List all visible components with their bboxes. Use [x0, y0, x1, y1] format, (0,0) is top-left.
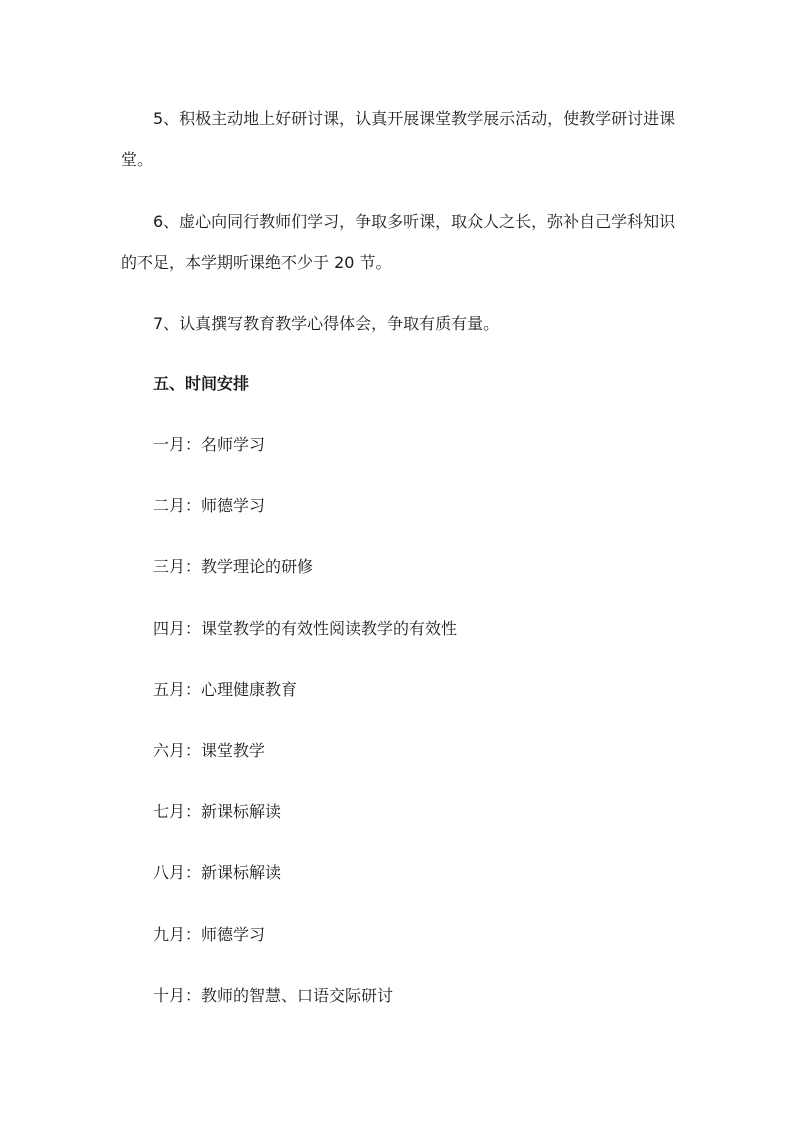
- paragraph-item-5: [121, 98, 681, 180]
- schedule-item-october: 十月：教师的智慧、口语交际研讨: [153, 986, 394, 1005]
- schedule-item-june: 六月：课堂教学: [153, 741, 266, 760]
- paragraph-item-6: [121, 201, 681, 283]
- paragraph-line: 堂。: [121, 150, 154, 169]
- schedule-item-september: 九月：师德学习: [153, 925, 266, 944]
- schedule-item-february: 二月：师德学习: [153, 496, 266, 515]
- section-heading: 五、时间安排: [153, 374, 250, 393]
- paragraph-line: 5、积极主动地上好研讨课，认真开展课堂教学展示活动，使教学研讨进课: [153, 109, 676, 128]
- schedule-item-march: 三月：教学理论的研修: [153, 557, 314, 576]
- paragraph-line: 7、认真撰写教育教学心得体会，争取有质有量。: [153, 314, 500, 333]
- paragraph-line: 的不足，本学期听课绝不少于 20 节。: [121, 253, 392, 272]
- paragraph-item-7: [121, 303, 681, 344]
- schedule-item-july: 七月：新课标解读: [153, 802, 282, 821]
- schedule-item-january: 一月：名师学习: [153, 435, 266, 454]
- schedule-item-may: 五月：心理健康教育: [153, 680, 298, 699]
- schedule-item-april: 四月：课堂教学的有效性阅读教学的有效性: [153, 619, 458, 638]
- paragraph-line: 6、虚心向同行教师们学习，争取多听课，取众人之长，弥补自己学科知识: [153, 212, 676, 231]
- schedule-item-august: 八月：新课标解读: [153, 863, 282, 882]
